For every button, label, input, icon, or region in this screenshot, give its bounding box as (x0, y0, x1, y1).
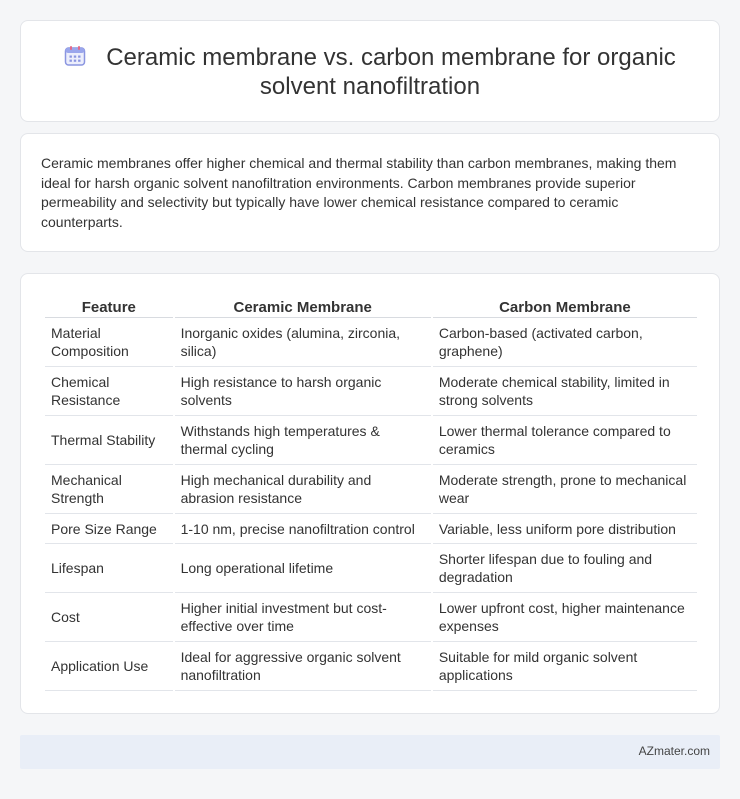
cell-feature: Chemical Resistance (45, 367, 173, 416)
cell-carbon: Variable, less uniform pore distribution (433, 514, 697, 544)
footer-bar (20, 735, 720, 769)
table-header-row (45, 296, 697, 318)
comparison-card (20, 273, 720, 714)
cell-ceramic: Higher initial investment but cost-effective over time (175, 593, 431, 642)
cell-ceramic: Withstands high temperatures & thermal cycling (175, 416, 431, 465)
table-row (45, 318, 697, 367)
cell-feature: Pore Size Range (45, 514, 173, 544)
cell-ceramic: Inorganic oxides (alumina, zirconia, silica) (175, 318, 431, 367)
table-row (45, 416, 697, 465)
header-feature: Feature (45, 296, 173, 318)
cell-feature: Cost (45, 593, 173, 642)
cell-feature: Lifespan (45, 544, 173, 593)
comparison-table (43, 296, 699, 691)
cell-carbon: Suitable for mild organic solvent applications (433, 642, 697, 691)
cell-carbon: Shorter lifespan due to fouling and degradation (433, 544, 697, 593)
title-card (20, 20, 720, 122)
cell-feature: Mechanical Strength (45, 465, 173, 514)
cell-carbon: Lower upfront cost, higher maintenance expenses (433, 593, 697, 642)
table-row (45, 514, 697, 544)
footer-brand-link[interactable]: AZmater.com (638, 744, 710, 758)
page-title-wrap (61, 43, 679, 101)
cell-carbon: Lower thermal tolerance compared to ceramics (433, 416, 697, 465)
cell-ceramic: Long operational lifetime (175, 544, 431, 593)
table-row (45, 367, 697, 416)
summary-text: Ceramic membranes offer higher chemical and thermal stability than carbon membranes, making them ideal for harsh organic solvent nanofiltration environments. Carbon membranes provide superior permeability and selectivity but typically have lower chemical resistance compared to ceramic counterparts. (41, 155, 677, 230)
summary-card (20, 133, 720, 252)
table-row (45, 544, 697, 593)
cell-carbon: Moderate chemical stability, limited in strong solvents (433, 367, 697, 416)
cell-ceramic: Ideal for aggressive organic solvent nanofiltration (175, 642, 431, 691)
page-title: Ceramic membrane vs. carbon membrane for organic solvent nanofiltration (106, 44, 676, 100)
cell-carbon: Moderate strength, prone to mechanical wear (433, 465, 697, 514)
cell-feature: Application Use (45, 642, 173, 691)
cell-carbon: Carbon-based (activated carbon, graphene) (433, 318, 697, 367)
calendar-icon (64, 45, 86, 67)
cell-ceramic: High mechanical durability and abrasion resistance (175, 465, 431, 514)
cell-feature: Thermal Stability (45, 416, 173, 465)
header-carbon: Carbon Membrane (433, 296, 697, 318)
table-row (45, 642, 697, 691)
cell-ceramic: High resistance to harsh organic solvents (175, 367, 431, 416)
cell-ceramic: 1-10 nm, precise nanofiltration control (175, 514, 431, 544)
table-row (45, 465, 697, 514)
cell-feature: Material Composition (45, 318, 173, 367)
header-ceramic: Ceramic Membrane (175, 296, 431, 318)
table-row (45, 593, 697, 642)
